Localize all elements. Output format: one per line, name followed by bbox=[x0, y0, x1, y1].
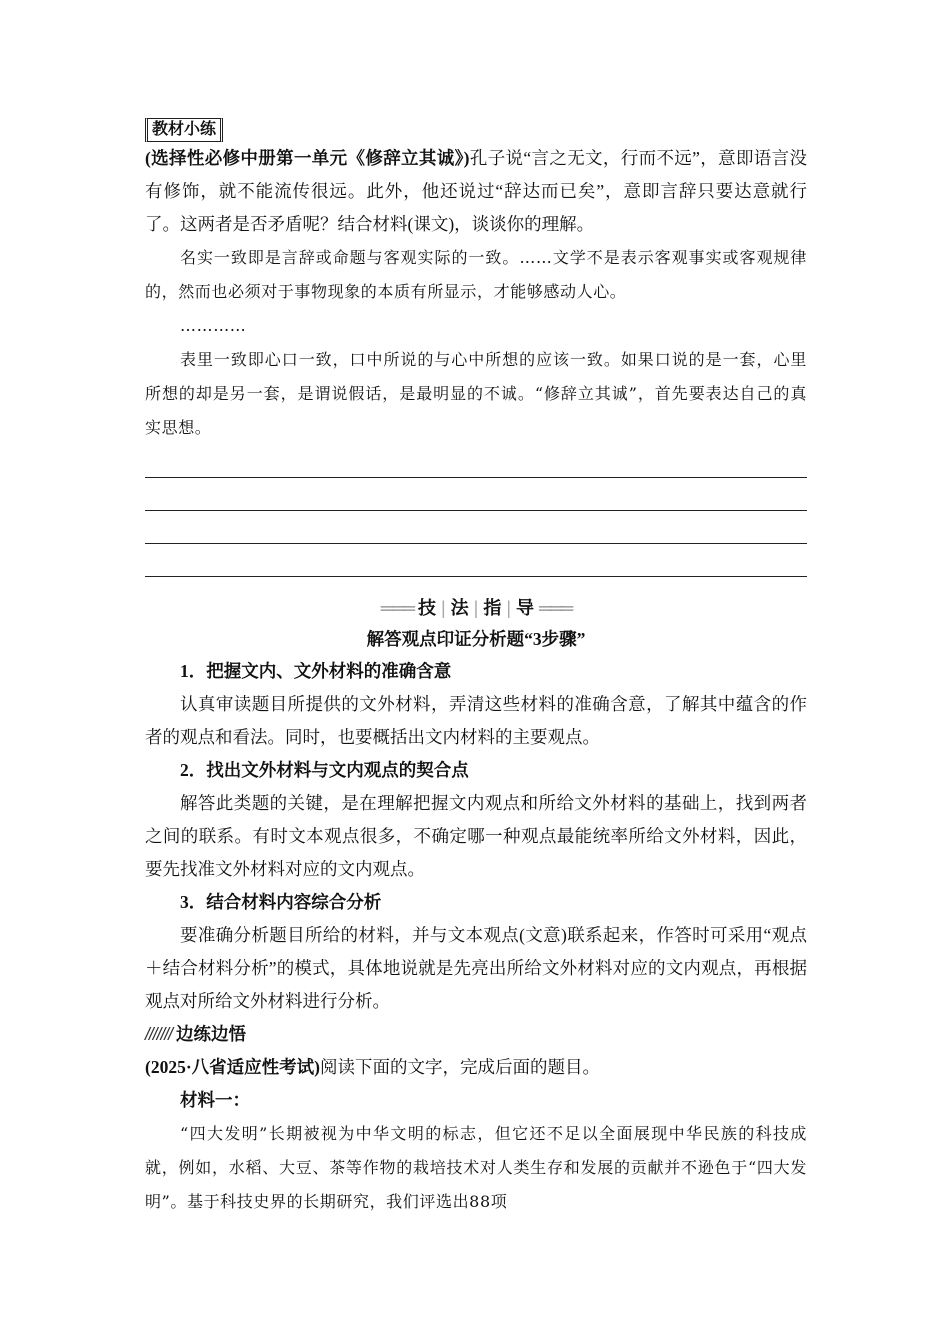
tag-label: 教材小练 bbox=[145, 118, 223, 142]
practice-source: (2025·八省适应性考试) bbox=[145, 1057, 320, 1077]
step-heading: 3．结合材料内容综合分析 bbox=[180, 892, 382, 912]
banner-char: 导 bbox=[516, 598, 535, 618]
answer-line[interactable] bbox=[145, 511, 807, 544]
practice-heading bbox=[145, 1018, 807, 1051]
exercise-source: (选择性必修中册第一单元《修辞立其诚》) bbox=[145, 148, 470, 168]
method-banner: ═══ 技 | 法 | 指 | 导 ═══ bbox=[380, 598, 572, 618]
banner-char: 法 bbox=[450, 598, 469, 618]
step-heading: 1．把握文内、文外材料的准确含意 bbox=[180, 661, 452, 681]
exercise-question-text: 孔子说“言之无文，行而不远”，意即语言没有修饰，就不能流传很远。此外，他还说过“辞达而已矣”，意即言辞只要达意就行了。这两者是否矛盾呢？结合材料(课文)，谈谈你的理解。 bbox=[145, 148, 807, 234]
practice-label: 边练边悟 bbox=[176, 1024, 247, 1044]
slash-decoration: /////// bbox=[145, 1024, 173, 1044]
banner-right-decoration: ═══ bbox=[539, 598, 572, 618]
banner-char: 技 bbox=[417, 598, 436, 618]
section-tag bbox=[145, 118, 807, 142]
step-body: 解答此类题的关键，是在理解把握文内观点和所给文外材料的基础上，找到两者之间的联系。有时文本观点很多，不确定哪一种观点最能统率所给文外材料，因此，要先找准文外材料对应的文内观点。 bbox=[145, 793, 807, 879]
answer-line[interactable] bbox=[145, 478, 807, 511]
document-page bbox=[145, 118, 807, 1219]
step-heading: 2．找出文外材料与文内观点的契合点 bbox=[180, 760, 469, 780]
step-body: 认真审读题目所提供的文外材料，弄清这些材料的准确含意，了解其中蕴含的作者的观点和看法。同时，也要概括出文内材料的主要观点。 bbox=[145, 694, 807, 747]
quote-paragraph-1: 名实一致即是言辞或命题与客观实际的一致。……文学不是表示客观事实或客观规律的，然而也必须对于事物现象的本质有所显示，才能够感动人心。 bbox=[145, 248, 807, 301]
quote-paragraph-2: 表里一致即心口一致，口中所说的与心中所想的应该一致。如果口说的是一套，心里所想的却是另一套，是谓说假话，是最明显的不诚。“修辞立其诚”，首先要表达自己的真实思想。 bbox=[145, 350, 807, 437]
exercise-question bbox=[145, 142, 807, 241]
practice-intro bbox=[145, 1051, 807, 1084]
quote-ellipsis: ………… bbox=[180, 316, 247, 335]
answer-area[interactable] bbox=[145, 445, 807, 577]
answer-line[interactable] bbox=[145, 445, 807, 478]
banner-left-decoration: ═══ bbox=[380, 598, 413, 618]
material-text: “四大发明”长期被视为中华文明的标志，但它还不足以全面展现中华民族的科技成就，例如，水稻、大豆、茶等作物的栽培技术对人类生存和发展的贡献并不逊色于“四大发明”。基于科技史界的长期研究，我们评选出88项 bbox=[145, 1124, 807, 1211]
answer-line[interactable] bbox=[145, 544, 807, 577]
material-label: 材料一： bbox=[180, 1090, 250, 1110]
step-body: 要准确分析题目所给的材料，并与文本观点(文意)联系起来，作答时可采用“观点＋结合材料分析”的模式，具体地说就是先亮出所给文外材料对应的文内观点，再根据观点对所给文外材料进行分析。 bbox=[145, 925, 807, 1011]
practice-instruction: 阅读下面的文字，完成后面的题目。 bbox=[320, 1057, 600, 1077]
method-title: 解答观点印证分析题“3步骤” bbox=[366, 629, 586, 649]
banner-char: 指 bbox=[483, 598, 502, 618]
